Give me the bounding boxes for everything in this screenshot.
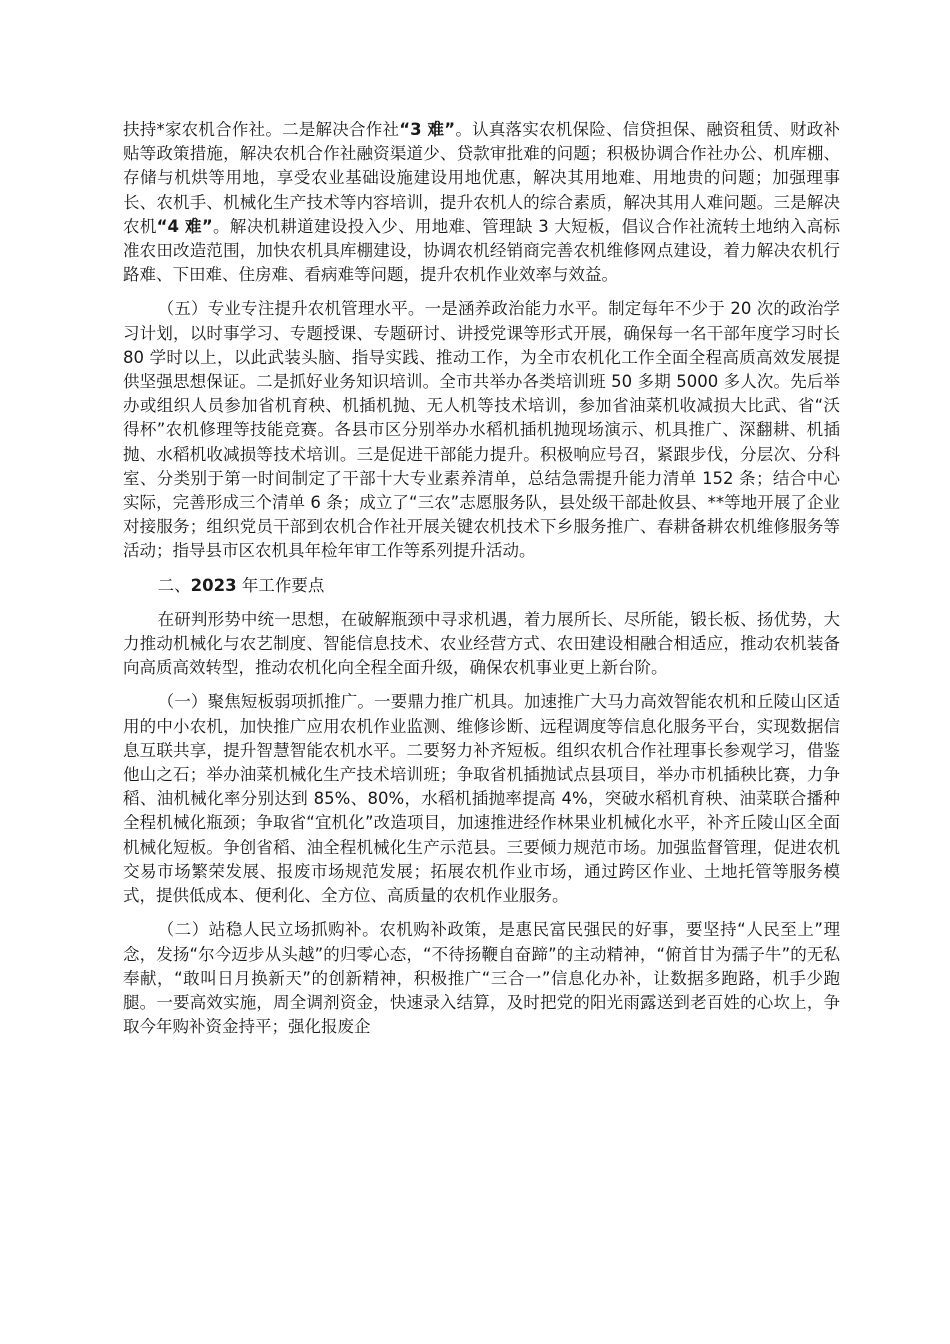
paragraph-section-five (123, 297, 840, 563)
text-run: 在研判形势中统一思想，在破解瓶颈中寻求机遇，着力展所长、尽所能，锻长板、扬优势，大力推动机械化与农艺制度、智能信息技术、农业经营方式、农田建设相融合相适应，推动农机装备向高质高效转型，推动农机化向全程全面升级，确保农机事业更上新台阶。 (123, 609, 840, 678)
paragraph-overview (123, 608, 840, 681)
bold-text-run: 2023 (190, 575, 237, 595)
text-run: 。认真落实农机保险、信贷担保、融资租赁、财政补贴等政策措施，解决农机合作社融资渠道少、贷款审批难的问题；积极协调合作社办公、机库棚、存储与机烘等用地，享受农业基础设施建设用地优惠，解决其用地难、用地贵的问题；加强理事长、农机手、机械化生产技术等内容培训，提升农机人的综合素质，解决其用人难问题。三是解决农机 (123, 120, 841, 236)
text-run: （二）站稳人民立场抓购补。农机购补政策，是惠民富民强民的好事，要坚持“人民至上”理念，发扬“尔今迈步从头越”的归零心态，“不待扬鞭自奋蹄”的主动精神，“俯首甘为孺子牛”的无私奉献，“敢叫日月换新天”的创新精神，积极推广“三合一”信息化办补，让数据多跑路，机手少跑腿。一要高效实施，周全调剂资金，快速录入结算，及时把党的阳光雨露送到老百姓的心坎上，争取今年购补资金持平；强化报废企 (123, 920, 840, 1037)
section-heading-2023 (123, 574, 840, 598)
bold-text-run: “3 难” (399, 120, 456, 139)
paragraph-continuation (123, 118, 840, 287)
text-run: （一）聚焦短板弱项抓推广。一要鼎力推广机具。加速推广大马力高效智能农机和丘陵山区适用的中小农机，加快推广应用农机作业监测、维修诊断、远程调度等信息化服务平台，实现数据信息互联共享，提升智慧智能农机水平。二要努力补齐短板。组织农机合作社理事长参观学习，借鉴他山之石；举办油菜机械化生产技术培训班；争取省机插抛试点县项目，举办市机插秧比赛，力争稻、油机械化率分别达到 85%、80%，水稻机插抛率提高 4%，突破水稻机育秧、油菜联合播种全程机械化瓶颈；争取省“宜机化”改造项目，加速推进经作林果业机械化水平，补齐丘陵山区全面机械化短板。争创省稻、油全程机械化生产示范县。三要倾力规范市场。加强监督管理，促进农机交易市场繁荣发展、报废市场规范发展；拓展农机作业市场，通过跨区作业、土地托管等服务模式，提供低成本、便利化、全方位、高质量的农机作业服务。 (123, 692, 840, 906)
document-body (123, 118, 840, 1049)
paragraph-item-one (123, 690, 840, 908)
text-run: 扶持*家农机合作社。二是解决合作社 (123, 120, 400, 139)
bold-text-run: “4 难” (156, 216, 213, 236)
text-run: 年工作要点 (236, 575, 325, 595)
paragraph-item-two (123, 918, 840, 1039)
text-run: 二、 (157, 575, 191, 595)
text-run: 。解决机耕道建设投入少、用地难、管理缺 3 大短板，倡议合作社流转土地纳入高标准农田改造范围，加快农机具库棚建设，协调农机经销商完善农机维修网点建设，着力解决农机行路难、下田难、住房难、看病难等问题，提升农机作业效率与效益。 (123, 216, 840, 285)
text-run: （五）专业专注提升农机管理水平。一是涵养政治能力水平。制定每年不少于 20 次的政治学习计划，以时事学习、专题授课、专题研讨、讲授党课等形式开展，确保每一名干部年度学习时长 80 学时以上，以此武装头脑、指导实践、推动工作，为全市农机化工作全面全程高质高效发展提供坚强思想保证。二是抓好业务知识培训。全市共举办各类培训班 50 多期 5000 多人次。先后举办或组织人员参加省机育秧、机插机抛、无人机等技术培训，参加省油菜机收减损大比武、省“沃得杯”农机修理等技能竞赛。各县市区分别举办水稻机插机抛现场演示、机具推广、深翻耕、机插抛、水稻机收减损等技术培训。三是促进干部能力提升。积极响应号召，紧跟步伐，分层次、分科室、分类别于第一时间制定了干部十大专业素养清单，总结急需提升能力清单 152 条；结合中心实际，完善形成三个清单 6 条；成立了“三农”志愿服务队，县处级干部赴攸县、**等地开展了企业对接服务；组织党员干部到农机合作社开展关键农机技术下乡服务推广、春耕备耕农机维修服务等活动；指导县市区农机具年检年审工作等系列提升活动。 (123, 299, 840, 561)
